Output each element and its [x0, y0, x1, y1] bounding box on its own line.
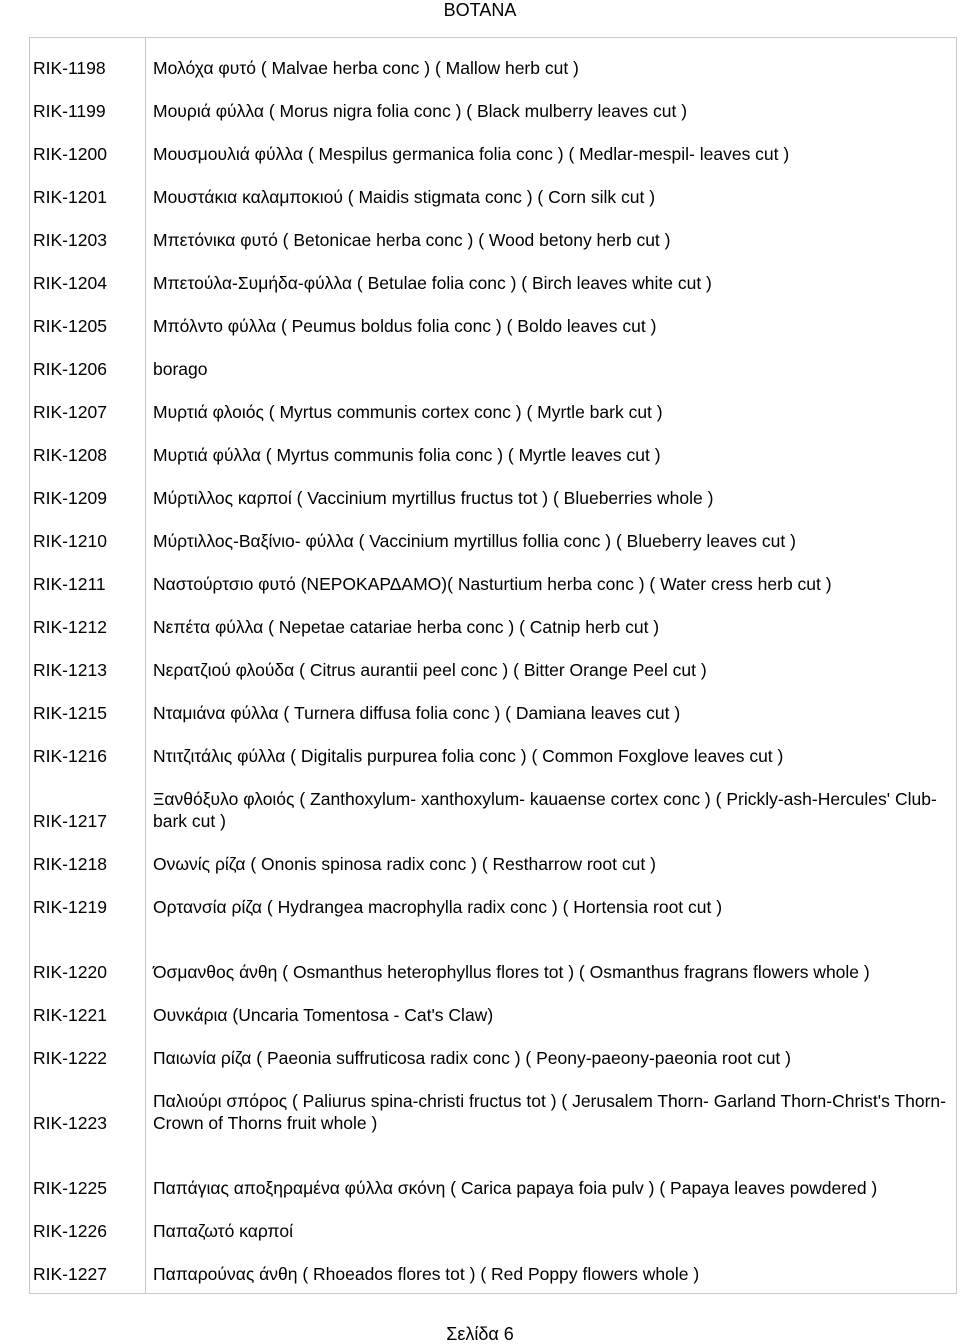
- product-code: RIK-1217: [33, 811, 107, 831]
- table-row: [30, 87, 956, 130]
- page-title: BOTANA: [443, 0, 517, 20]
- product-code: RIK-1205: [33, 316, 107, 336]
- product-description: Ορτανσία ρίζα ( Hydrangea macrophylla radix conc ) ( Hortensia root cut ): [153, 897, 723, 917]
- product-description: Νταμιάνα φύλλα ( Turnera diffusa folia conc ) ( Damiana leaves cut ): [153, 703, 681, 723]
- product-code: RIK-1211: [33, 574, 106, 594]
- table-row: [30, 840, 956, 883]
- product-code: RIK-1204: [33, 273, 107, 293]
- product-code: RIK-1220: [33, 962, 107, 982]
- product-code: RIK-1209: [33, 488, 107, 508]
- table-row: [30, 1077, 956, 1142]
- product-description: Ουνκάρια (Uncaria Tomentosa - Cat's Claw): [153, 1005, 494, 1025]
- product-code: RIK-1199: [33, 101, 106, 121]
- product-description: Ονωνίς ρίζα ( Ononis spinosa radix conc ) ( Restharrow root cut ): [153, 854, 656, 874]
- product-code: RIK-1227: [33, 1264, 107, 1284]
- table-row: [30, 388, 956, 431]
- product-code: RIK-1201: [33, 187, 107, 207]
- table-row: [30, 1250, 956, 1293]
- table-row: [30, 130, 956, 173]
- table-row: [30, 689, 956, 732]
- table-row: [30, 991, 956, 1034]
- table-row: [30, 883, 956, 926]
- product-description: Ντιτζιτάλις φύλλα ( Digitalis purpurea folia conc ) ( Common Foxglove leaves cut ): [153, 746, 784, 766]
- table-row: [30, 44, 956, 87]
- product-description: Μυρτιά φύλλα ( Myrtus communis folia conc ) ( Myrtle leaves cut ): [153, 445, 661, 465]
- product-description: Μουριά φύλλα ( Morus nigra folia conc ) ( Black mulberry leaves cut ): [153, 101, 688, 121]
- product-table: [30, 44, 956, 1293]
- product-description: Μπόλντο φύλλα ( Peumus boldus folia conc ) ( Boldo leaves cut ): [153, 316, 657, 336]
- product-code: RIK-1207: [33, 402, 107, 422]
- product-code: RIK-1218: [33, 854, 107, 874]
- table-row: [30, 732, 956, 775]
- product-description: Παιωνία ρίζα ( Paeonia suffruticosa radix conc ) ( Peony-paeony-paeonia root cut ): [153, 1048, 791, 1068]
- product-code: RIK-1212: [33, 617, 107, 637]
- product-description: Ξανθόξυλο φλοιός ( Zanthoxylum- xanthoxylum- kauaense cortex conc ) ( Prickly-ash-Hercules' Club- bark cut ): [153, 789, 937, 831]
- product-code: RIK-1226: [33, 1221, 107, 1241]
- table-row: [30, 926, 956, 991]
- product-description: Όσμανθος άνθη ( Osmanthus heterophyllus flores tot ) ( Osmanthus fragrans flowers whole ): [153, 962, 870, 982]
- product-code: RIK-1215: [33, 703, 107, 723]
- product-code: RIK-1219: [33, 897, 107, 917]
- table-row: [30, 1142, 956, 1207]
- product-description: Μολόχα φυτό ( Malvae herba conc ) ( Mallow herb cut ): [153, 58, 579, 78]
- table-row: [30, 474, 956, 517]
- product-code: RIK-1203: [33, 230, 107, 250]
- table-row: [30, 216, 956, 259]
- product-code: RIK-1208: [33, 445, 107, 465]
- table-row: [30, 775, 956, 840]
- product-description: Παπαρούνας άνθη ( Rhoeados flores tot ) ( Red Poppy flowers whole ): [153, 1264, 700, 1284]
- table-row: [30, 302, 956, 345]
- product-code: RIK-1198: [33, 58, 106, 78]
- product-code: RIK-1222: [33, 1048, 107, 1068]
- product-description: Νερατζιού φλούδα ( Citrus aurantii peel conc ) ( Bitter Orange Peel cut ): [153, 660, 707, 680]
- product-description: Μπετόνικα φυτό ( Betonicae herba conc ) ( Wood betony herb cut ): [153, 230, 671, 250]
- product-description: Μουσμουλιά φύλλα ( Mespilus germanica folia conc ) ( Medlar-mespil- leaves cut ): [153, 144, 790, 164]
- product-description: Ναστούρτσιο φυτό (ΝΕΡΟΚΑΡΔΑΜΟ)( Nasturtium herba conc ) ( Water cress herb cut ): [153, 574, 832, 594]
- table-row: [30, 1034, 956, 1077]
- product-description: Μυρτιά φλοιός ( Myrtus communis cortex conc ) ( Myrtle bark cut ): [153, 402, 663, 422]
- product-description: Μύρτιλλος καρποί ( Vaccinium myrtillus fructus tot ) ( Blueberries whole ): [153, 488, 714, 508]
- product-code: RIK-1206: [33, 359, 107, 379]
- product-description: Παπαζωτό καρποί: [153, 1221, 293, 1241]
- product-code: RIK-1200: [33, 144, 107, 164]
- product-description: Νεπέτα φύλλα ( Nepetae catariae herba conc ) ( Catnip herb cut ): [153, 617, 660, 637]
- table-row: [30, 603, 956, 646]
- table-row: [30, 560, 956, 603]
- product-description: borago: [153, 359, 208, 379]
- product-code: RIK-1216: [33, 746, 107, 766]
- product-code: RIK-1223: [33, 1113, 107, 1133]
- table-row: [30, 345, 956, 388]
- product-code: RIK-1221: [33, 1005, 107, 1025]
- product-description: Μουστάκια καλαμποκιού ( Maidis stigmata conc ) ( Corn silk cut ): [153, 187, 656, 207]
- page-number: Σελίδα 6: [446, 1324, 514, 1344]
- product-code: RIK-1210: [33, 531, 107, 551]
- table-row: [30, 173, 956, 216]
- product-description: Παλιούρι σπόρος ( Paliurus spina-christi fructus tot ) ( Jerusalem Thorn- Garland Thorn-Christ's Thorn- Crown of Thorns fruit whole ): [153, 1091, 946, 1133]
- table-row: [30, 1207, 956, 1250]
- product-code: RIK-1225: [33, 1178, 107, 1198]
- product-description: Μπετούλα-Συμήδα-φύλλα ( Betulae folia conc ) ( Birch leaves white cut ): [153, 273, 712, 293]
- table-row: [30, 259, 956, 302]
- product-code: RIK-1213: [33, 660, 107, 680]
- table-row: [30, 431, 956, 474]
- product-description: Μύρτιλλος-Βαξίνιο- φύλλα ( Vaccinium myrtillus follia conc ) ( Blueberry leaves cut ): [153, 531, 796, 551]
- table-row: [30, 646, 956, 689]
- product-description: Παπάγιας αποξηραμένα φύλλα σκόνη ( Carica papaya foia pulv ) ( Papaya leaves powdered ): [153, 1178, 878, 1198]
- table-row: [30, 517, 956, 560]
